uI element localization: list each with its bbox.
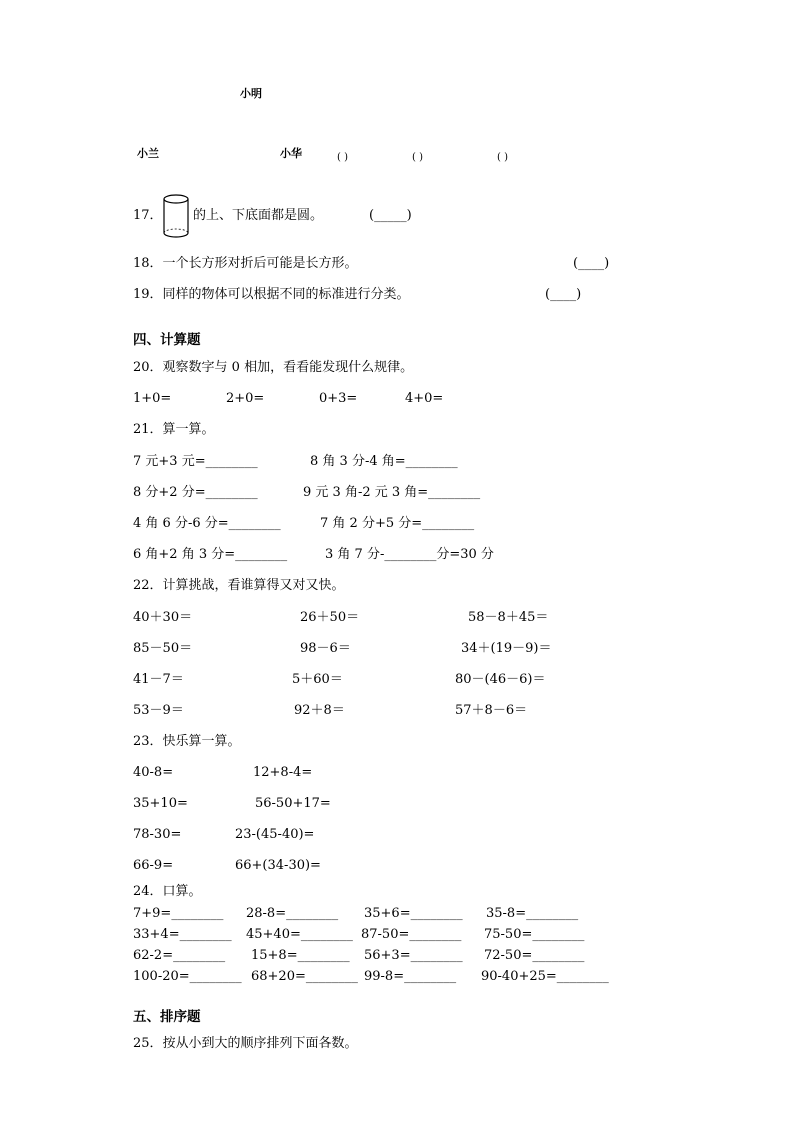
q21-item: 3 角 7 分-________分=30 分 (325, 547, 494, 562)
q23-item: 23-(45-40)= (235, 827, 315, 842)
q21-item: 8 角 3 分-4 角=________ (310, 454, 458, 469)
section-5-heading: 五、排序题 (133, 1009, 201, 1025)
q24-item: 87-50=________ (361, 927, 462, 942)
q24-item: 28-8=________ (246, 906, 339, 921)
q17-text: 的上、下底面都是圆。 (193, 208, 324, 223)
q17-answer[interactable]: (_____) (369, 208, 412, 223)
q22-item: 80－(46－6)＝ (455, 672, 546, 687)
q22-item: 34＋(19－9)＝ (461, 641, 552, 656)
q24-item: 35+6=________ (364, 906, 463, 921)
q21-item: 7 元+3 元=________ (133, 454, 258, 469)
answer-slot-1[interactable]: ( ) (337, 152, 348, 163)
q24-item: 35-8=________ (486, 906, 579, 921)
q23-item: 66-9= (133, 858, 174, 873)
q24-item: 33+4=________ (133, 927, 232, 942)
q23-item: 40-8= (133, 765, 174, 780)
q22-item: 98－6＝ (300, 641, 351, 656)
q20-item-2: 2+0= (226, 391, 265, 406)
q17-number: 17． (133, 208, 163, 223)
q24-item: 75-50=________ (484, 927, 585, 942)
q20-item-1: 1+0= (133, 391, 172, 406)
q22-item: 85－50＝ (133, 641, 193, 656)
q23-item: 56-50+17= (255, 796, 331, 811)
q24-item: 100-20=________ (133, 969, 242, 984)
q24-item: 7+9=________ (133, 906, 224, 921)
q21-item: 6 角+2 角 3 分=________ (133, 547, 288, 562)
q24-item: 90-40+25=________ (481, 969, 609, 984)
q23-item: 78-30= (133, 827, 182, 842)
q22-item: 5＋60＝ (292, 672, 343, 687)
q24-item: 56+3=________ (364, 948, 463, 963)
section-4-heading: 四、计算题 (133, 332, 201, 348)
q22-item: 53－9＝ (133, 703, 184, 718)
q21-item: 8 分+2 分=________ (133, 485, 258, 500)
q22-item: 41－7＝ (133, 672, 184, 687)
q21-item: 9 元 3 角-2 元 3 角=________ (303, 485, 481, 500)
name-xiaoming: 小明 (240, 87, 262, 100)
q24-title: 24．口算。 (133, 884, 202, 899)
q20-item-3: 0+3= (319, 391, 358, 406)
name-xiaolan: 小兰 (137, 147, 159, 160)
name-xiaohua: 小华 (280, 147, 302, 160)
q24-item: 15+8=________ (251, 948, 350, 963)
answer-slot-2[interactable]: ( ) (412, 152, 423, 163)
q22-item: 26＋50＝ (300, 610, 360, 625)
q24-item: 72-50=________ (484, 948, 585, 963)
answer-slot-3[interactable]: ( ) (497, 152, 508, 163)
q24-item: 62-2=________ (133, 948, 226, 963)
q24-item: 68+20=________ (251, 969, 358, 984)
q23-item: 12+8-4= (253, 765, 313, 780)
q19-text: 19．同样的物体可以根据不同的标准进行分类。 (133, 287, 410, 302)
q25-title: 25．按从小到大的顺序排列下面各数。 (133, 1036, 358, 1051)
q23-item: 35+10= (133, 796, 188, 811)
q24-item: 45+40=________ (246, 927, 353, 942)
q20-title: 20．观察数字与 0 相加，看看能发现什么规律。 (133, 360, 414, 375)
q18-answer[interactable]: (____) (573, 256, 610, 271)
q22-item: 92＋8＝ (294, 703, 345, 718)
q22-item: 58－8＋45＝ (468, 610, 549, 625)
q22-item: 57＋8－6＝ (455, 703, 528, 718)
q22-title: 22．计算挑战，看谁算得又对又快。 (133, 578, 345, 593)
q19-answer[interactable]: (____) (545, 287, 582, 302)
q24-item: 99-8=________ (364, 969, 457, 984)
q21-title: 21．算一算。 (133, 422, 215, 437)
q21-item: 7 角 2 分+5 分=________ (320, 516, 475, 531)
q22-item: 40＋30＝ (133, 610, 193, 625)
q18-text: 18．一个长方形对折后可能是长方形。 (133, 256, 358, 271)
q20-item-4: 4+0= (405, 391, 444, 406)
q23-title: 23．快乐算一算。 (133, 734, 241, 749)
q21-item: 4 角 6 分-6 分=________ (133, 516, 281, 531)
cylinder-icon (162, 193, 192, 239)
q23-item: 66+(34-30)= (235, 858, 321, 873)
